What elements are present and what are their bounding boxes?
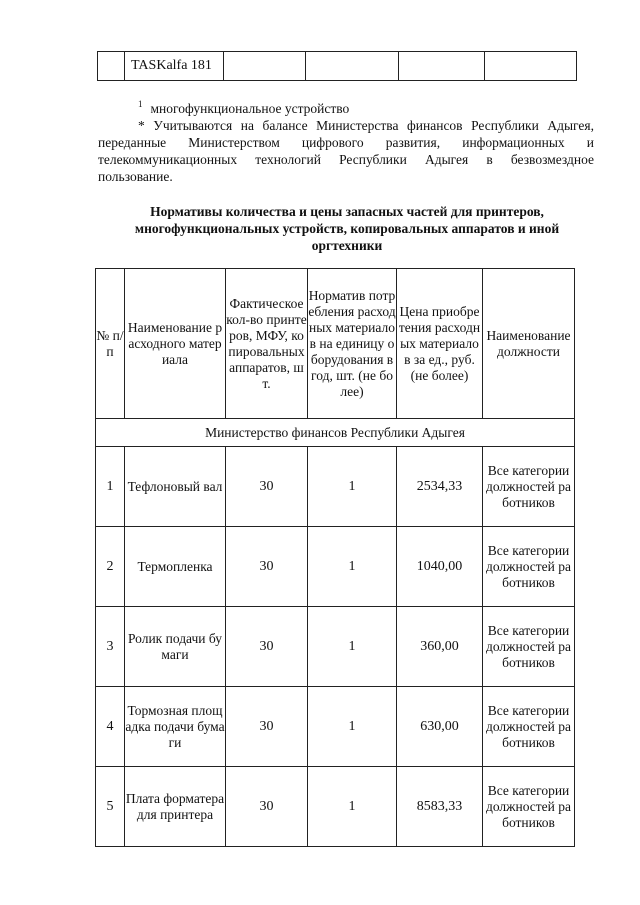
column-header-material: Наименование расходного материала — [125, 269, 226, 419]
column-header-norm: Норматив потребления расходных материалов на единицу оборудования в год, шт. (не более) — [308, 269, 397, 419]
table-row — [96, 607, 575, 687]
table-cell — [485, 52, 577, 81]
row-number: 2 — [96, 527, 125, 607]
column-header-price: Цена приобретения расходных материалов за ед., руб. (не более) — [397, 269, 483, 419]
position-name: Все категории должностей работников — [483, 767, 575, 847]
row-number: 4 — [96, 687, 125, 767]
footnote-2: * Учитываются на балансе Министерства финансов Республики Адыгея, переданные Министерством цифрового развития, информационных и телекоммуникационных технологий Республики Адыгея в безвозмездное пользование. — [98, 118, 594, 184]
model-cell: TASKalfa 181 — [125, 52, 224, 81]
footnote-1-text: многофункциональное устройство — [150, 101, 350, 116]
section-title: Министерство финансов Республики Адыгея — [96, 419, 575, 447]
material-name: Термопленка — [125, 527, 226, 607]
table-cell — [224, 52, 306, 81]
position-name: Все категории должностей работников — [483, 447, 575, 527]
consumption-norm: 1 — [308, 767, 397, 847]
consumption-norm: 1 — [308, 687, 397, 767]
material-name: Ролик подачи бумаги — [125, 607, 226, 687]
section-heading: Нормативы количества и цены запасных частей для принтеров, многофункциональных устройств, копировальных аппаратов и иной оргтехники — [134, 204, 560, 253]
consumption-norm: 1 — [308, 527, 397, 607]
device-count: 30 — [226, 527, 308, 607]
unit-price: 630,00 — [397, 687, 483, 767]
material-name: Плата форматера для принтера — [125, 767, 226, 847]
device-count: 30 — [226, 607, 308, 687]
table-cell — [306, 52, 399, 81]
column-header-count: Фактическое кол-во принтеров, МФУ, копировальных аппаратов, шт. — [226, 269, 308, 419]
row-number: 1 — [96, 447, 125, 527]
row-number: 5 — [96, 767, 125, 847]
unit-price: 8583,33 — [397, 767, 483, 847]
position-name: Все категории должностей работников — [483, 607, 575, 687]
device-count: 30 — [226, 767, 308, 847]
unit-price: 360,00 — [397, 607, 483, 687]
footnotes — [98, 96, 594, 185]
footnote-marker: 1 — [138, 99, 143, 109]
table-cell — [98, 52, 125, 81]
consumption-norm: 1 — [308, 447, 397, 527]
material-name: Тефлоновый вал — [125, 447, 226, 527]
column-header-position: Наименование должности — [483, 269, 575, 419]
material-name: Тормозная площадка подачи бумаги — [125, 687, 226, 767]
section-row — [96, 419, 575, 447]
previous-table-continuation — [97, 51, 577, 81]
norms-table — [95, 268, 575, 847]
table-header-row — [96, 269, 575, 419]
table-row — [96, 447, 575, 527]
table-row — [96, 527, 575, 607]
position-name: Все категории должностей работников — [483, 687, 575, 767]
unit-price: 1040,00 — [397, 527, 483, 607]
device-count: 30 — [226, 687, 308, 767]
column-header-number: № п/п — [96, 269, 125, 419]
footnote-1 — [98, 96, 594, 117]
table-row — [96, 687, 575, 767]
unit-price: 2534,33 — [397, 447, 483, 527]
consumption-norm: 1 — [308, 607, 397, 687]
device-count: 30 — [226, 447, 308, 527]
table-cell — [399, 52, 485, 81]
row-number: 3 — [96, 607, 125, 687]
table-row — [98, 52, 577, 81]
position-name: Все категории должностей работников — [483, 527, 575, 607]
table-row — [96, 767, 575, 847]
